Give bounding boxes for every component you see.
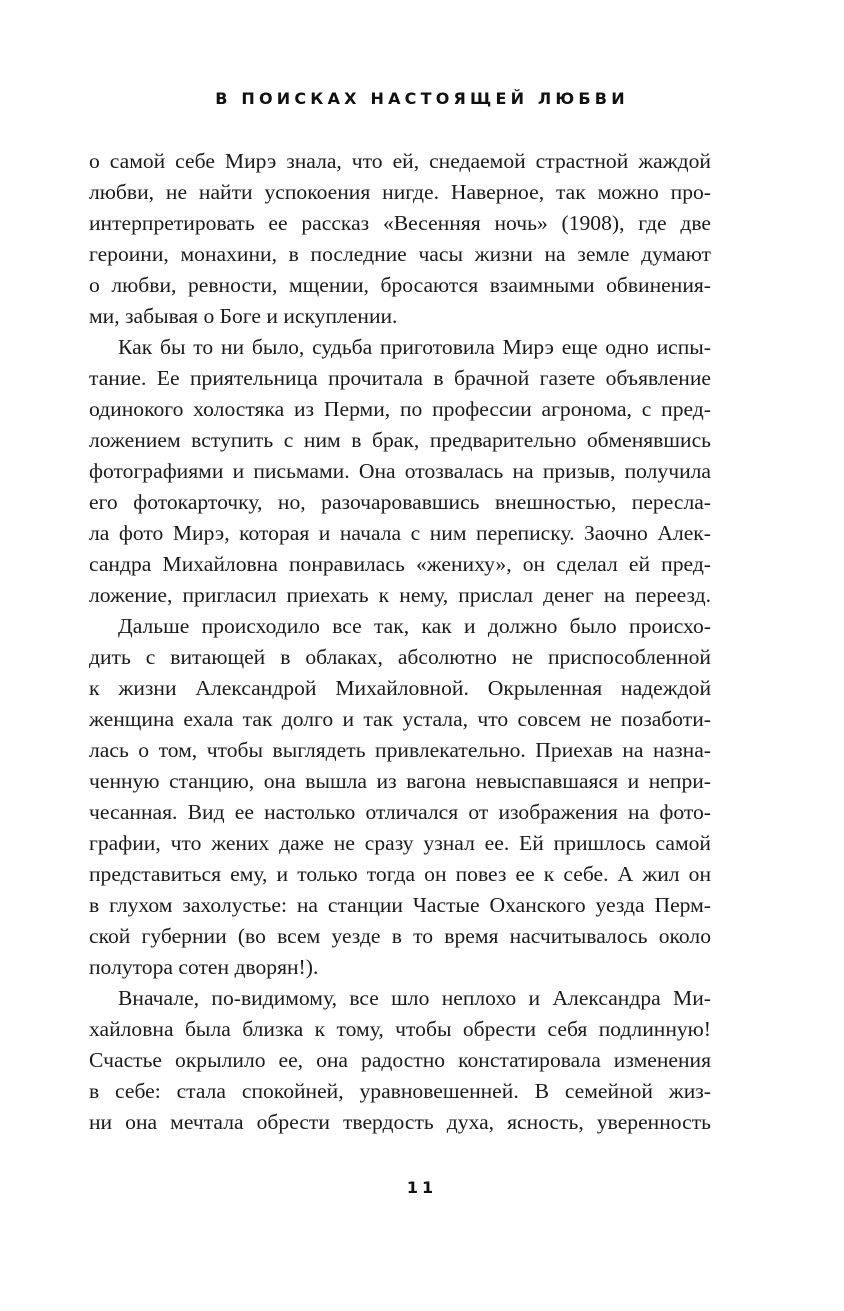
text-line: о самой себе Мирэ знала, что ей, снедаемой страстной жаждой: [89, 149, 711, 173]
page-number: 11: [406, 1178, 438, 1197]
paragraph: [89, 983, 711, 1138]
text-line: Как бы то ни было, судьба приготовила Мирэ еще одно испы-: [118, 335, 711, 359]
text-line: в себе: стала спокойней, уравновешенней. В семейной жиз-: [89, 1079, 711, 1103]
text-line: одинокого холостяка из Перми, по профессии агронома, с пред-: [89, 397, 711, 421]
text-line: лась о том, чтобы выглядеть привлекательно. Приехав на назна-: [89, 738, 711, 762]
text-line: фотографиями и письмами. Она отозвалась на призыв, получила: [89, 459, 711, 483]
text-line: ченную станцию, она вышла из вагона невыспавшаяся и непри-: [89, 769, 711, 793]
text-line: тание. Ее приятельница прочитала в брачной газете объявление: [89, 366, 711, 390]
text-line: любви, не найти успокоения нигде. Наверное, так можно про-: [89, 180, 711, 204]
text-line: чесанная. Вид ее настолько отличался от изображения на фото-: [89, 800, 711, 824]
text-line: к жизни Александрой Михайловной. Окрыленная надеждой: [89, 676, 711, 700]
text-line: ложением вступить с ним в брак, предварительно обменявшись: [89, 428, 711, 452]
text-line: ложение, пригласил приехать к нему, прислал денег на переезд.: [89, 583, 711, 607]
text-line: Вначале, по-видимому, все шло неплохо и Александра Ми-: [118, 986, 711, 1010]
paragraph: [89, 332, 711, 611]
text-line: Дальше происходило все так, как и должно было происхо-: [118, 614, 711, 638]
text-line: ской губернии (во всем уезде в то время насчитывалось около: [89, 924, 711, 948]
text-line: полутора сотен дворян!).: [89, 955, 319, 979]
text-line: Счастье окрылило ее, она радостно констатировала изменения: [89, 1048, 711, 1072]
paragraph: [89, 611, 711, 983]
text-line: сандра Михайловна понравилась «жениху», он сделал ей пред-: [89, 552, 711, 576]
text-line: его фотокарточку, но, разочаровавшись внешностью, пересла-: [89, 490, 711, 514]
text-line: о любви, ревности, мщении, бросаются взаимными обвинения-: [89, 273, 711, 297]
text-line: ни она мечтала обрести твердость духа, ясность, уверенность: [89, 1110, 711, 1134]
text-line: героини, монахини, в последние часы жизни на земле думают: [89, 242, 711, 266]
text-line: представиться ему, и только тогда он повез ее к себе. А жил он: [89, 862, 711, 886]
text-line: хайловна была близка к тому, чтобы обрести себя подлинную!: [89, 1017, 711, 1041]
text-line: интерпретировать ее рассказ «Весенняя ночь» (1908), где две: [89, 211, 711, 235]
body-text: [89, 146, 711, 1138]
running-head: В ПОИСКАХ НАСТОЯЩЕЙ ЛЮБВИ: [215, 89, 629, 108]
text-line: женщина ехала так долго и так устала, что совсем не позаботи-: [89, 707, 711, 731]
text-line: ми, забывая о Боге и искуплении.: [89, 304, 398, 328]
paragraph: [89, 146, 711, 332]
text-line: дить с витающей в облаках, абсолютно не приспособленной: [89, 645, 711, 669]
text-line: в глухом захолустье: на станции Частые Оханского уезда Перм-: [89, 893, 711, 917]
text-line: ла фото Мирэ, которая и начала с ним переписку. Заочно Алек-: [89, 521, 711, 545]
text-line: графии, что жених даже не сразу узнал ее. Ей пришлось самой: [89, 831, 711, 855]
